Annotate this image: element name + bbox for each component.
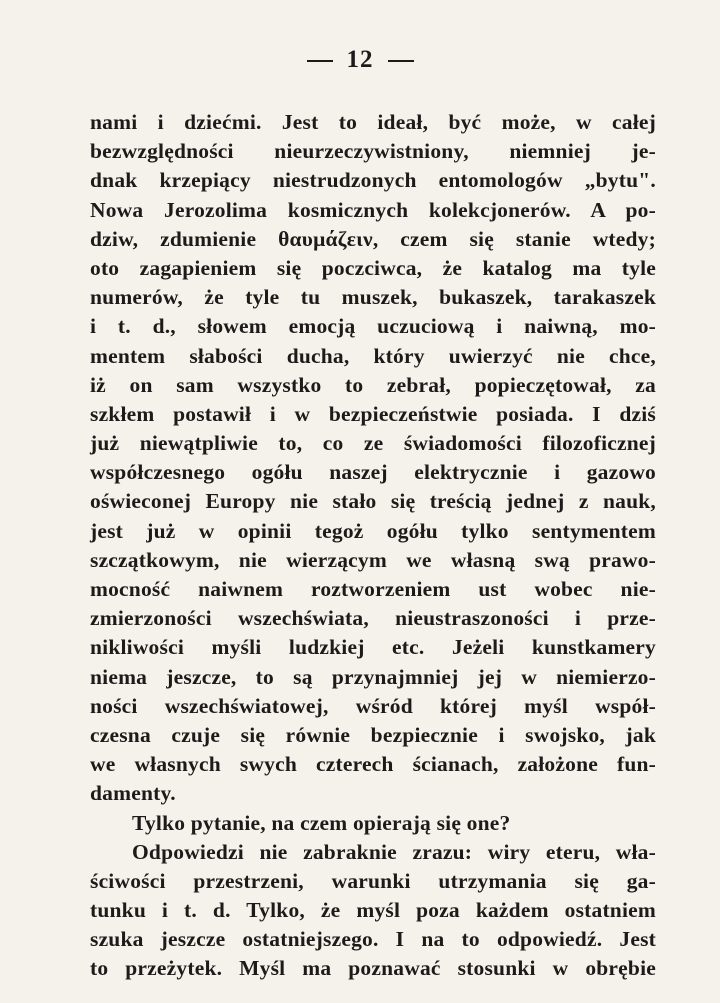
text-line: mentem słabości ducha, który uwierzyć nie chce, <box>90 343 656 368</box>
page-number: 12 <box>346 46 374 73</box>
text-line: ściwości przestrzeni, warunki utrzymania się ga- <box>90 868 656 893</box>
text-line: Nowa Jerozolima kosmicznych kolekcjonerów. A po- <box>90 197 656 222</box>
header-dash-right <box>388 60 414 62</box>
text-line: czesna czuje się równie bezpiecznie i swojsko, jak <box>90 722 656 747</box>
text-line: numerów, że tyle tu muszek, bukaszek, tarakaszek <box>90 285 656 310</box>
paragraph-end-line: damenty. <box>90 781 176 806</box>
text-line: tunku i t. d. Tylko, że myśl poza każdem ostatniem <box>90 898 656 923</box>
text-line: dziw, zdumienie θαυμάζειν, czem się stanie wtedy; <box>90 226 656 251</box>
text-line: nikliwości myśli ludzkiej etc. Jeżeli kunstkamery <box>90 635 656 660</box>
paragraph-start-line: Odpowiedzi nie zabraknie zrazu: wiry eteru, wła- <box>132 839 656 864</box>
text-line: we własnych swych czterech ścianach, założone fun- <box>90 752 656 777</box>
header-dash-left <box>307 60 333 62</box>
body-text <box>90 108 656 984</box>
text-line: jest już w opinii tegoż ogółu tylko sentymentem <box>90 518 656 543</box>
text-line: nami i dziećmi. Jest to ideał, być może, w całej <box>90 110 656 134</box>
text-line: to przeżytek. Myśl ma poznawać stosunki w obrębie <box>90 956 656 981</box>
text-line: iż on sam wszystko to zebrał, popieczętował, za <box>90 372 656 397</box>
paragraph-line: Tylko pytanie, na czem opierają się one? <box>132 810 511 835</box>
text-line: oświeconej Europy nie stało się treścią jednej z nauk, <box>90 489 656 514</box>
text-line: i t. d., słowem emocją uczuciową i naiwną, mo- <box>90 314 656 339</box>
text-line: mocność naiwnem roztworzeniem ust wobec nie- <box>90 577 656 601</box>
text-line: zmierzoności wszechświata, nieustraszoności i prze- <box>90 606 656 631</box>
text-line: oto zagapieniem się poczciwca, że katalog ma tyle <box>90 255 656 280</box>
text-line: niema jeszcze, to są przynajmniej jej w niemierzo- <box>90 664 656 689</box>
text-line: szuka jeszcze ostatniejszego. I na to odpowiedź. Jest <box>90 927 656 952</box>
text-line: szczątkowym, nie wierzącym we własną swą prawo- <box>90 547 656 572</box>
text-line: już niewątpliwie to, co ze świadomości filozoficznej <box>90 431 656 456</box>
text-line: dnak krzepiący niestrudzonych entomologów „bytu". <box>90 168 656 193</box>
text-line: ności wszechświatowej, wśród której myśl współ- <box>90 693 656 718</box>
text-line: szkłem postawił i w bezpieczeństwie posiada. I dziś <box>90 401 656 426</box>
text-line: współczesnego ogółu naszej elektrycznie i gazowo <box>90 460 656 485</box>
text-line: bezwzględności nieurzeczywistniony, niemniej je- <box>90 139 656 164</box>
page-header <box>0 46 720 74</box>
